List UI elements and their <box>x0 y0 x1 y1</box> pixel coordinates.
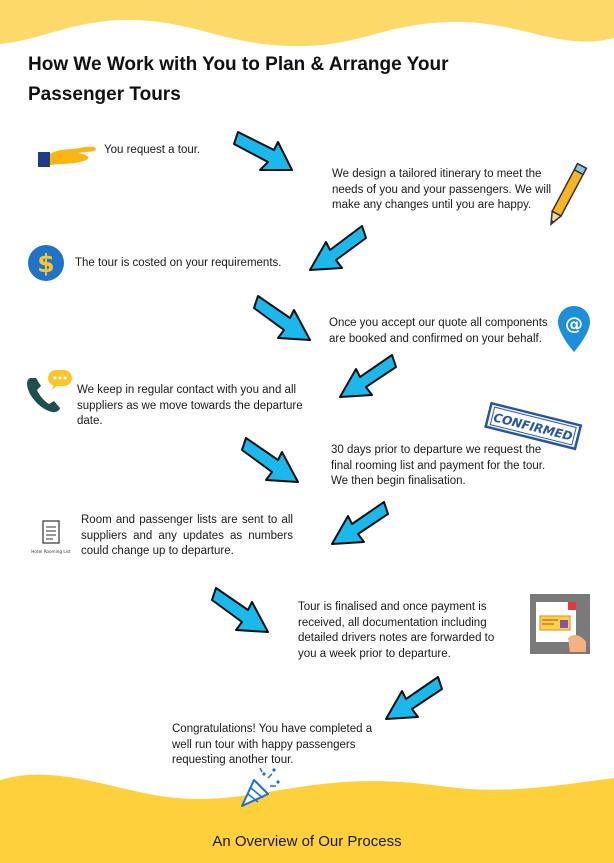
arrow-down-left-icon <box>330 345 400 405</box>
arrow-down-right-icon <box>250 288 320 348</box>
arrow-down-right-icon <box>208 580 278 640</box>
arrow-down-left-icon <box>376 667 446 727</box>
page-title: How We Work with You to Plan & Arrange Your Passenger Tours <box>28 54 449 105</box>
step-1-text: You request a tour. <box>104 144 201 156</box>
rooming-list-icon <box>31 519 71 561</box>
step-9-text: Congratulations! You have completed a well run tour with happy passengers requesting another tour. <box>172 723 373 766</box>
email-pin-icon <box>556 304 592 354</box>
step-8-text: Tour is finalised and once payment is received, all documentation including detailed drivers notes are forwarded to you a week prior to departure. <box>298 601 495 660</box>
pencil-icon <box>545 158 587 234</box>
svg-text:$: $ <box>37 249 55 278</box>
documents-icon <box>530 594 590 654</box>
rooming-list-label: Hotel Rooming List <box>31 549 71 554</box>
arrow-down-right-icon <box>238 430 308 490</box>
arrow-down-right-icon <box>230 120 300 180</box>
step-7-text: Room and passenger lists are sent to all suppliers and any updates as numbers could change up to departure. <box>81 514 293 557</box>
step-5-text: We keep in regular contact with you and all suppliers as we move towards the departure date. <box>77 384 303 427</box>
step-2-text: We design a tailored itinerary to meet the needs of you and your passengers. We will make any changes until you are happy. <box>332 168 552 211</box>
stamp-label: CONFIRMED <box>491 410 575 444</box>
svg-text:@: @ <box>565 314 583 335</box>
party-popper-icon <box>236 764 286 810</box>
arrow-down-left-icon <box>322 492 392 552</box>
step-4-text: Once you accept our quote all components are booked and confirmed on your behalf. <box>329 317 548 345</box>
footer-caption: An Overview of Our Process <box>212 833 402 850</box>
step-6-text: 30 days prior to departure we request the final rooming list and payment for the tour. We then begin finalisation. <box>331 444 546 487</box>
hand-icon <box>36 140 98 170</box>
phone-chat-icon <box>24 368 74 414</box>
step-3-text: The tour is costed on your requirements. <box>75 257 282 269</box>
dollar-icon <box>27 244 65 282</box>
